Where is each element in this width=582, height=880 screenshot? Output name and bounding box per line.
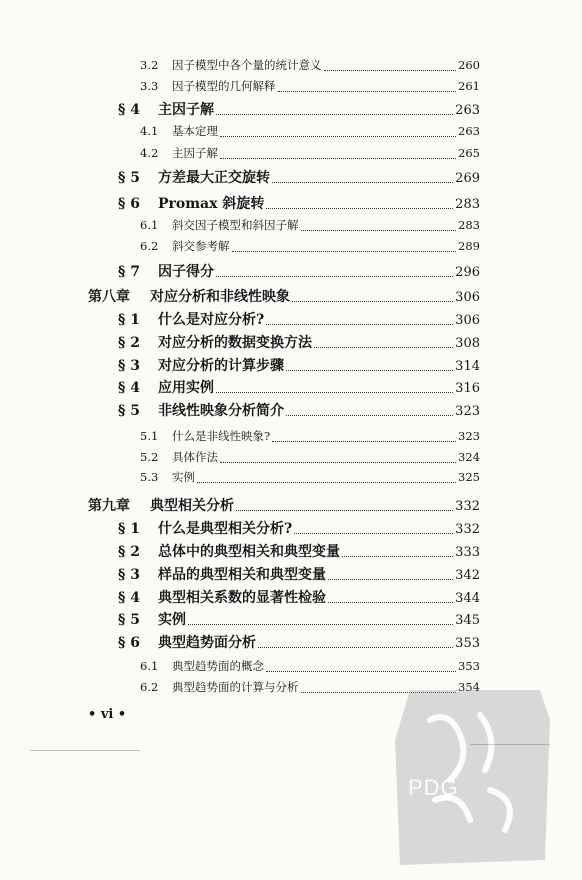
entry-number: 5.2	[140, 450, 159, 464]
toc-entry	[140, 449, 480, 465]
entry-number: § 1	[118, 521, 140, 537]
entry-page: 332	[455, 499, 480, 514]
entry-page: 354	[458, 680, 480, 694]
entry-number: 4.1	[140, 124, 159, 138]
entry-title: 主因子解	[158, 102, 214, 118]
entry-title: 具体作法	[172, 450, 218, 464]
leader-dots	[342, 555, 453, 557]
entry-number: 5.1	[140, 429, 159, 443]
entry-number: 6.2	[140, 680, 159, 694]
entry-page: 269	[455, 171, 480, 186]
entry-page: 316	[455, 381, 480, 396]
entry-page: 344	[455, 591, 480, 606]
entry-number: 3.2	[140, 58, 159, 72]
entry-title: 斜交因子模型和斜因子解	[172, 218, 299, 232]
entry-number: § 4	[118, 380, 140, 396]
toc-entry	[118, 541, 480, 561]
entry-number: § 5	[118, 170, 140, 186]
entry-page: 325	[458, 470, 480, 484]
entry-number: § 1	[118, 312, 140, 328]
toc-entry	[118, 309, 480, 329]
entry-number: § 6	[118, 635, 140, 651]
entry-page: 332	[455, 522, 480, 537]
entry-number: § 5	[118, 612, 140, 628]
toc-entry	[118, 167, 480, 187]
entry-title: 方差最大正交旋转	[158, 170, 270, 186]
toc-entry	[118, 332, 480, 352]
entry-number: 5.3	[140, 470, 159, 484]
toc-entry	[118, 632, 480, 652]
leader-dots	[220, 157, 456, 159]
entry-page: 323	[458, 429, 480, 443]
entry-page: 283	[455, 197, 480, 212]
entry-title: 主因子解	[172, 146, 218, 160]
leader-dots	[278, 90, 457, 92]
entry-title: 对应分析的计算步骤	[158, 358, 284, 374]
toc-entry	[118, 609, 480, 629]
entry-number: § 6	[118, 196, 140, 212]
toc-entry	[140, 57, 480, 73]
leader-dots	[220, 461, 456, 463]
entry-title: 因子模型中各个量的统计意义	[172, 58, 322, 72]
entry-number: § 7	[118, 264, 140, 280]
entry-title: 典型相关系数的显著性检验	[158, 590, 326, 606]
leader-dots	[236, 509, 453, 511]
toc-entry	[118, 587, 480, 607]
leader-dots	[301, 229, 457, 231]
chapter-title: 对应分析和非线性映象	[150, 289, 290, 305]
leader-dots	[266, 670, 456, 672]
entry-page: 263	[455, 103, 480, 118]
toc-entry	[118, 377, 480, 397]
chapter-title: 典型相关分析	[150, 498, 234, 514]
entry-title: 样品的典型相关和典型变量	[158, 567, 326, 583]
entry-title: 基本定理	[172, 124, 218, 138]
toc-entry	[140, 658, 480, 674]
entry-number: 6.2	[140, 239, 159, 253]
watermark-text: PDG	[408, 775, 459, 800]
toc-entry	[118, 518, 480, 538]
entry-page: 323	[455, 404, 480, 419]
entry-page: 345	[455, 613, 480, 628]
toc-entry	[118, 564, 480, 584]
leader-dots	[188, 623, 453, 625]
leader-dots	[216, 113, 453, 115]
entry-page: 324	[458, 450, 480, 464]
entry-page: 353	[455, 636, 480, 651]
entry-page: 263	[458, 124, 480, 138]
entry-title: 典型趋势面分析	[158, 635, 256, 651]
entry-page: 308	[455, 336, 480, 351]
entry-title: Promax 斜旋转	[158, 196, 265, 212]
toc-entry	[140, 217, 480, 233]
entry-title: 典型趋势面的概念	[172, 659, 264, 673]
entry-page: 342	[455, 568, 480, 583]
entry-number: § 3	[118, 358, 140, 374]
leader-dots	[258, 646, 453, 648]
entry-title: 应用实例	[158, 380, 214, 396]
entry-page: 333	[455, 545, 480, 560]
entry-page: 261	[458, 79, 480, 93]
entry-page: 353	[458, 659, 480, 673]
toc-entry	[118, 355, 480, 375]
leader-dots	[292, 300, 453, 302]
entry-title: 什么是对应分析?	[158, 312, 265, 328]
leader-dots	[266, 207, 453, 209]
entry-page: 265	[458, 146, 480, 160]
toc-entry	[140, 428, 480, 444]
toc-entry-chapter	[88, 286, 480, 306]
entry-page: 306	[455, 290, 480, 305]
toc-entry	[140, 123, 480, 139]
toc-entry	[118, 99, 480, 119]
toc-entry	[140, 145, 480, 161]
entry-title: 因子得分	[158, 264, 214, 280]
entry-number: 6.1	[140, 659, 159, 673]
leader-dots	[216, 391, 453, 393]
entry-page: 283	[458, 218, 480, 232]
entry-number: § 2	[118, 544, 140, 560]
entry-title: 斜交参考解	[172, 239, 230, 253]
toc-entry	[118, 193, 480, 213]
leader-dots	[216, 275, 453, 277]
leader-dots	[197, 481, 456, 483]
leader-dots	[294, 532, 453, 534]
leader-dots	[272, 181, 453, 183]
entry-number: 3.3	[140, 79, 159, 93]
entry-title: 典型趋势面的计算与分析	[172, 680, 299, 694]
entry-page: 306	[455, 313, 480, 328]
entry-title: 非线性映象分析简介	[158, 403, 284, 419]
entry-page: 314	[455, 359, 480, 374]
entry-number: § 3	[118, 567, 140, 583]
leader-dots	[232, 250, 457, 252]
entry-title: 因子模型的几何解释	[172, 79, 276, 93]
leader-dots	[328, 578, 453, 580]
entry-page: 260	[458, 58, 480, 72]
chapter-number: 第九章	[88, 498, 130, 514]
entry-number: § 4	[118, 590, 140, 606]
entry-number: § 5	[118, 403, 140, 419]
toc-entry	[140, 78, 480, 94]
leader-dots	[266, 323, 453, 325]
watermark-seal	[390, 680, 560, 870]
scan-edge-line	[30, 750, 140, 751]
entry-title: 实例	[158, 612, 186, 628]
entry-title: 对应分析的数据变换方法	[158, 335, 312, 351]
entry-number: § 4	[118, 102, 140, 118]
leader-dots	[220, 135, 456, 137]
entry-number: 6.1	[140, 218, 159, 232]
leader-dots	[314, 346, 453, 348]
toc-entry	[140, 469, 480, 485]
entry-number: § 2	[118, 335, 140, 351]
toc-entry	[140, 238, 480, 254]
chapter-number: 第八章	[88, 289, 130, 305]
leader-dots	[286, 369, 453, 371]
entry-title: 什么是非线性映象?	[172, 429, 271, 443]
entry-page: 289	[458, 239, 480, 253]
leader-dots	[324, 69, 457, 71]
entry-title: 什么是典型相关分析?	[158, 521, 293, 537]
toc-entry-chapter	[88, 495, 480, 515]
entry-title: 实例	[172, 470, 195, 484]
toc-entry	[118, 400, 480, 420]
leader-dots	[272, 440, 456, 442]
entry-page: 296	[455, 265, 480, 280]
leader-dots	[328, 601, 453, 603]
entry-number: 4.2	[140, 146, 159, 160]
leader-dots	[286, 414, 453, 416]
toc-entry	[118, 261, 480, 281]
page-number: • vi •	[88, 707, 127, 722]
entry-title: 总体中的典型相关和典型变量	[158, 544, 340, 560]
